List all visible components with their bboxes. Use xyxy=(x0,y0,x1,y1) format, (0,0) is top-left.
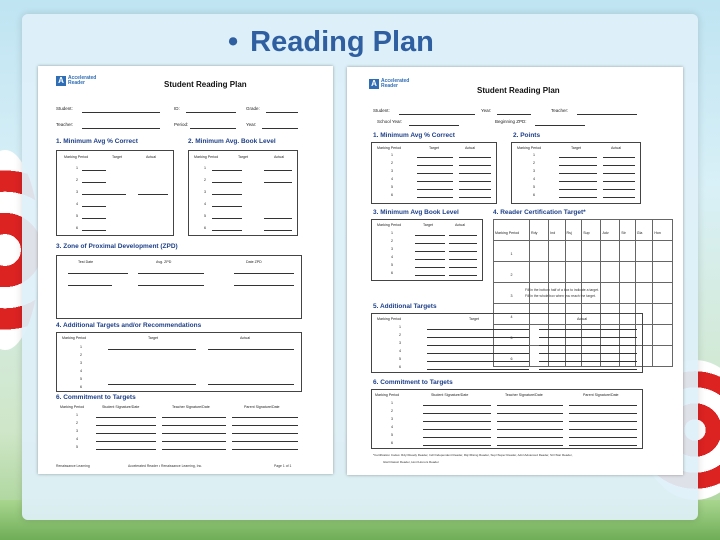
section-6-box xyxy=(371,389,643,449)
s3-line xyxy=(415,235,445,236)
s3-line xyxy=(415,251,445,252)
commit-line xyxy=(232,417,298,418)
s1-line xyxy=(417,197,453,198)
s3-row-3: 3 xyxy=(391,247,393,251)
zpd-header-test-date: Test Date xyxy=(78,260,94,264)
cert-header-rsj: Rsj xyxy=(566,231,572,235)
commit-line xyxy=(423,437,491,438)
teacher-field-line xyxy=(577,114,637,115)
s1-line xyxy=(417,173,453,174)
commit-line xyxy=(162,449,226,450)
commit-line xyxy=(232,449,298,450)
s1-header-marking-period: Marking Period xyxy=(64,155,89,159)
commit-line xyxy=(569,445,637,446)
commit-line xyxy=(162,417,226,418)
cert-header-rdy: Rdy xyxy=(531,231,538,235)
grade-field-line xyxy=(266,112,298,113)
s1-row-6: 6 xyxy=(391,193,393,197)
s2-header-actual: Actual xyxy=(611,146,621,150)
s2-row-1: 1 xyxy=(533,153,535,157)
s2-header-marking-period: Marking Period xyxy=(194,155,219,159)
commit-line xyxy=(96,449,156,450)
commit-line xyxy=(232,433,298,434)
s4-row-3: 3 xyxy=(80,361,82,365)
s1-line xyxy=(417,181,453,182)
s2-line xyxy=(212,182,242,183)
year-field-line xyxy=(497,114,531,115)
s2-line xyxy=(212,218,242,219)
cert-header-sup: Sup xyxy=(583,231,590,235)
zpd-line xyxy=(68,273,128,274)
right-reading-plan-document xyxy=(347,67,683,475)
commit-line xyxy=(232,425,298,426)
commit-row-1: 1 xyxy=(76,413,78,417)
s2-row-5: 5 xyxy=(533,185,535,189)
s2-line xyxy=(264,218,292,219)
s5-row-2: 2 xyxy=(399,333,401,337)
accelerated-reader-logo xyxy=(56,76,96,86)
section-4-box xyxy=(56,332,302,392)
commit-line xyxy=(423,421,491,422)
s1-line xyxy=(459,197,491,198)
student-field-line xyxy=(399,114,475,115)
school-year-field-label: School Year: xyxy=(377,119,403,124)
s1-line xyxy=(82,182,106,183)
s1-line xyxy=(459,173,491,174)
commit-line xyxy=(423,405,491,406)
commit-line xyxy=(497,405,563,406)
s5-row-5: 5 xyxy=(399,357,401,361)
s1-line xyxy=(82,218,106,219)
zpd-line xyxy=(138,273,204,274)
footer-center: Accelerated Reader • Renaissance Learning, Inc. xyxy=(128,464,203,468)
s1-row-5: 5 xyxy=(76,214,78,218)
s1-header-target: Target xyxy=(429,146,439,150)
s2-header-target: Target xyxy=(571,146,581,150)
s5-line xyxy=(427,353,529,354)
section-4-heading: 4. Additional Targets and/or Recommendations xyxy=(56,322,202,329)
logo-icon: A xyxy=(56,76,66,86)
zpd-header-avg: Avg. ZPD xyxy=(156,260,172,264)
s3-line xyxy=(415,243,445,244)
zpd-header-date: Date ZPD xyxy=(246,260,262,264)
commit-line xyxy=(96,433,156,434)
s2-line xyxy=(559,165,597,166)
commit-line xyxy=(96,441,156,442)
commit-line xyxy=(569,437,637,438)
s5-line xyxy=(539,369,637,370)
s4-row-6: 6 xyxy=(80,385,82,389)
s4-row-4: 4 xyxy=(80,369,82,373)
s2-line xyxy=(603,157,635,158)
s3-line xyxy=(449,267,477,268)
s2-line xyxy=(603,189,635,190)
s3-line xyxy=(449,259,477,260)
commit-header-marking-period: Marking Period xyxy=(375,393,400,397)
s1-line xyxy=(459,157,491,158)
commit-line xyxy=(423,429,491,430)
s1-row-3: 3 xyxy=(76,190,78,194)
commit-header-teacher: Teacher Signature/Date xyxy=(172,405,210,409)
s3-header-marking-period: Marking Period xyxy=(377,223,402,227)
cert-row-2: 2 xyxy=(510,273,513,277)
commit-line xyxy=(497,445,563,446)
cert-row-6: 6 xyxy=(510,357,513,361)
s5-line xyxy=(539,337,637,338)
section-4-heading: 4. Reader Certification Target* xyxy=(493,209,586,216)
beginning-zpd-field-line xyxy=(535,125,585,126)
commit-header-parent: Parent Signature/Date xyxy=(583,393,619,397)
accelerated-reader-logo xyxy=(369,79,409,89)
cert-row-3: 3 xyxy=(510,294,513,298)
logo-icon: A xyxy=(369,79,379,89)
s1-line xyxy=(82,230,106,231)
document-title: Student Reading Plan xyxy=(164,80,247,89)
s1-header-actual: Actual xyxy=(146,155,156,159)
commit-header-student: Student Signature/Date xyxy=(431,393,469,397)
student-field-label: Student: xyxy=(373,108,390,113)
s2-header-target: Target xyxy=(238,155,248,159)
commit-line xyxy=(423,413,491,414)
footer-right: Page 1 of 1 xyxy=(274,464,292,468)
zpd-line xyxy=(138,285,204,286)
beginning-zpd-field-label: Beginning ZPD: xyxy=(495,119,527,124)
s5-line xyxy=(539,329,637,330)
commit-line xyxy=(569,413,637,414)
s3-line xyxy=(449,243,477,244)
s1-line xyxy=(82,170,106,171)
s2-line xyxy=(212,206,242,207)
commit-row-5: 5 xyxy=(76,445,78,449)
commit-line xyxy=(232,441,298,442)
cert-header-hon: Hon xyxy=(654,231,661,235)
s2-line xyxy=(264,230,292,231)
cert-row-4: 4 xyxy=(510,315,513,319)
s3-row-4: 4 xyxy=(391,255,393,259)
s5-line xyxy=(427,337,529,338)
commit-line xyxy=(162,441,226,442)
s3-line xyxy=(415,275,445,276)
commit-line xyxy=(162,433,226,434)
s2-header-marking-period: Marking Period xyxy=(517,146,542,150)
s3-header-actual: Actual xyxy=(455,223,465,227)
commit-row-4: 4 xyxy=(391,425,393,429)
s1-line xyxy=(417,165,453,166)
commit-line xyxy=(423,445,491,446)
cert-header-marking-period: Marking Period xyxy=(495,231,520,235)
teacher-field-label: Teacher: xyxy=(56,122,74,127)
teacher-field-label: Teacher: xyxy=(551,108,569,113)
s1-row-5: 5 xyxy=(391,185,393,189)
s2-row-2: 2 xyxy=(204,178,206,182)
s1-row-4: 4 xyxy=(391,177,393,181)
s5-row-6: 6 xyxy=(399,365,401,369)
s5-row-1: 1 xyxy=(399,325,401,329)
s2-row-4: 4 xyxy=(533,177,535,181)
logo-line-2: Reader xyxy=(68,80,85,86)
s2-line xyxy=(212,230,242,231)
student-field-line xyxy=(82,112,160,113)
section-5-heading: 5. Additional Targets xyxy=(373,303,437,310)
s1-line xyxy=(459,189,491,190)
cert-header-str: Str xyxy=(621,231,626,235)
s3-line xyxy=(415,267,445,268)
title-bullet: • xyxy=(228,26,239,58)
logo-line-1: Accelerated xyxy=(381,78,410,84)
s2-line xyxy=(559,197,597,198)
commit-line xyxy=(569,405,637,406)
commit-row-3: 3 xyxy=(391,417,393,421)
cert-header-adv: Adv xyxy=(602,231,609,235)
cert-note-1: Fill in the bottom half of a box to indicate a target. xyxy=(525,288,600,292)
commit-header-marking-period: Marking Period xyxy=(60,405,85,409)
s2-row-3: 3 xyxy=(533,169,535,173)
s2-line xyxy=(603,181,635,182)
s4-line xyxy=(108,349,196,350)
s3-row-1: 1 xyxy=(391,231,393,235)
section-3-heading: 3. Zone of Proximal Development (ZPD) xyxy=(56,243,178,250)
section-1-heading: 1. Minimum Avg % Correct xyxy=(373,132,455,139)
footnote-line-1: *Certification Codes: Rdy=Ready Reader, Ind=Independent Reader, Rsj=Rising Reader, Sup=Super Reader, Adv=Advanced Reader, Str=Star Reader, xyxy=(373,453,573,457)
commit-row-2: 2 xyxy=(391,409,393,413)
s1-line xyxy=(82,206,106,207)
s1-row-3: 3 xyxy=(391,169,393,173)
s2-line xyxy=(603,197,635,198)
commit-line xyxy=(497,437,563,438)
commit-line xyxy=(162,425,226,426)
commit-line xyxy=(96,417,156,418)
commit-line xyxy=(497,421,563,422)
year-field-line xyxy=(262,128,298,129)
s3-line xyxy=(415,259,445,260)
s5-line xyxy=(539,345,637,346)
s1-line xyxy=(417,189,453,190)
s3-header-target: Target xyxy=(423,223,433,227)
commit-row-2: 2 xyxy=(76,421,78,425)
s2-line xyxy=(559,173,597,174)
s2-line xyxy=(559,189,597,190)
s2-row-4: 4 xyxy=(204,202,206,206)
commit-line xyxy=(96,425,156,426)
zpd-line xyxy=(68,285,112,286)
s2-line xyxy=(603,173,635,174)
s4-header-marking-period: Marking Period xyxy=(62,336,87,340)
s2-header-actual: Actual xyxy=(274,155,284,159)
s3-line xyxy=(449,235,477,236)
section-2-heading: 2. Minimum Avg. Book Level xyxy=(188,138,276,145)
cert-row-1: 1 xyxy=(510,252,513,256)
s1-header-marking-period: Marking Period xyxy=(377,146,402,150)
s1-line xyxy=(138,194,168,195)
section-3-heading: 3. Minimum Avg Book Level xyxy=(373,209,459,216)
s2-line xyxy=(264,170,292,171)
s5-row-4: 4 xyxy=(399,349,401,353)
section-2-heading: 2. Points xyxy=(513,132,541,139)
teacher-field-line xyxy=(82,128,160,129)
s1-row-1: 1 xyxy=(76,166,78,170)
section-5-box xyxy=(371,313,643,373)
commit-header-student: Student Signature/Date xyxy=(102,405,140,409)
s5-header-target: Target xyxy=(469,317,479,321)
s2-row-6: 6 xyxy=(204,226,206,230)
s2-row-6: 6 xyxy=(533,193,535,197)
section-1-heading: 1. Minimum Avg % Correct xyxy=(56,138,138,145)
s1-line xyxy=(417,157,453,158)
s2-line xyxy=(264,182,292,183)
cert-note-2: Fill in the whole box when you reach the target. xyxy=(525,294,596,298)
s5-row-3: 3 xyxy=(399,341,401,345)
zpd-line xyxy=(234,285,294,286)
id-field-label: ID: xyxy=(174,106,180,111)
s2-row-2: 2 xyxy=(533,161,535,165)
logo-line-2: Reader xyxy=(381,83,398,89)
s1-row-2: 2 xyxy=(391,161,393,165)
period-field-line xyxy=(190,128,236,129)
commit-row-3: 3 xyxy=(76,429,78,433)
s4-row-1: 1 xyxy=(80,345,82,349)
year-field-label: Year: xyxy=(481,108,492,113)
s1-header-target: Target xyxy=(112,155,122,159)
cert-row-5: 5 xyxy=(510,336,513,340)
s2-row-1: 1 xyxy=(204,166,206,170)
left-reading-plan-document xyxy=(38,66,333,474)
s2-row-3: 3 xyxy=(204,190,206,194)
school-year-field-line xyxy=(409,125,459,126)
cert-header-gla: Gla xyxy=(636,231,643,235)
commit-line xyxy=(497,429,563,430)
s3-line xyxy=(449,275,477,276)
id-field-line xyxy=(186,112,236,113)
s2-row-5: 5 xyxy=(204,214,206,218)
section-3-box xyxy=(371,219,483,281)
s4-header-actual: Actual xyxy=(240,336,250,340)
s2-line xyxy=(212,194,242,195)
section-1-box xyxy=(56,150,174,236)
grade-field-label: Grade: xyxy=(246,106,260,111)
s5-header-marking-period: Marking Period xyxy=(377,317,402,321)
s2-line xyxy=(212,170,242,171)
s2-line xyxy=(559,181,597,182)
year-field-label: Year: xyxy=(246,122,257,127)
s5-line xyxy=(539,353,637,354)
s4-row-5: 5 xyxy=(80,377,82,381)
footnote-line-2: Gla=Classic Reader, Hon=Honors Reader xyxy=(383,460,439,464)
period-field-label: Period: xyxy=(174,122,189,127)
commit-header-teacher: Teacher Signature/Date xyxy=(505,393,543,397)
zpd-line xyxy=(234,273,294,274)
section-6-heading: 6. Commitment to Targets xyxy=(56,394,136,401)
s5-line xyxy=(427,345,529,346)
s1-row-2: 2 xyxy=(76,178,78,182)
s5-line xyxy=(427,361,529,362)
s4-header-target: Target xyxy=(148,336,158,340)
s1-line xyxy=(459,181,491,182)
s1-header-actual: Actual xyxy=(465,146,475,150)
commit-line xyxy=(497,413,563,414)
section-3-box xyxy=(56,255,302,319)
footer-left: Renaissance Learning xyxy=(56,464,90,468)
s3-row-2: 2 xyxy=(391,239,393,243)
commit-line xyxy=(569,429,637,430)
s3-row-5: 5 xyxy=(391,263,393,267)
commit-row-1: 1 xyxy=(391,401,393,405)
s3-line xyxy=(449,251,477,252)
commit-line xyxy=(569,421,637,422)
s1-row-4: 4 xyxy=(76,202,78,206)
s2-line xyxy=(559,157,597,158)
s3-row-6: 6 xyxy=(391,271,393,275)
slide-title xyxy=(228,26,434,59)
title-text: Reading Plan xyxy=(250,26,434,58)
s2-line xyxy=(603,165,635,166)
logo-line-1: Accelerated xyxy=(68,75,97,81)
s5-line xyxy=(427,369,529,370)
commit-row-6: 6 xyxy=(391,441,393,445)
s5-line xyxy=(427,329,529,330)
s1-row-6: 6 xyxy=(76,226,78,230)
s1-row-1: 1 xyxy=(391,153,393,157)
commit-row-5: 5 xyxy=(391,433,393,437)
s4-line xyxy=(208,349,294,350)
s5-header-actual: Actual xyxy=(577,317,587,321)
student-field-label: Student: xyxy=(56,106,73,111)
commit-row-4: 4 xyxy=(76,437,78,441)
s1-line xyxy=(459,165,491,166)
section-6-heading: 6. Commitment to Targets xyxy=(373,379,453,386)
commit-header-parent: Parent Signature/Date xyxy=(244,405,280,409)
s4-line xyxy=(108,384,196,385)
s5-line xyxy=(539,361,637,362)
s4-line xyxy=(208,384,294,385)
document-title: Student Reading Plan xyxy=(477,86,560,95)
s4-row-2: 2 xyxy=(80,353,82,357)
cert-header-ind: Ind xyxy=(550,231,556,235)
s1-line xyxy=(82,194,126,195)
